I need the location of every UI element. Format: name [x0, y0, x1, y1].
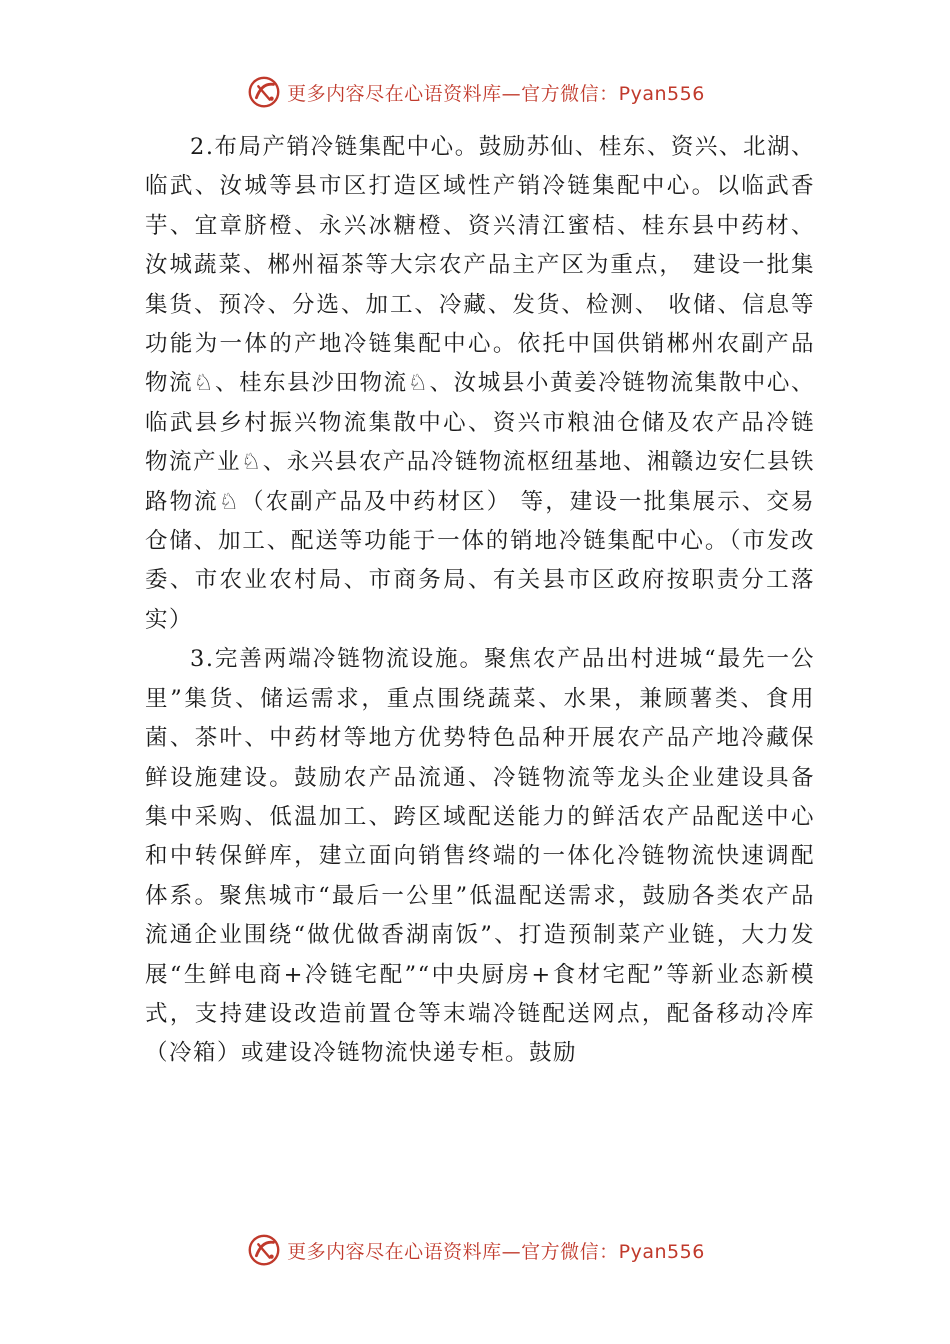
footer-banner-text: 更多内容尽在心语资料库—官方微信：Pyan556 — [287, 1240, 705, 1263]
header-banner — [0, 70, 950, 114]
header-banner-text: 更多内容尽在心语资料库—官方微信：Pyan556 — [287, 82, 705, 105]
paragraph-2: 2.布局产销冷链集配中心。鼓励苏仙、桂东、资兴、北湖、临武、汝城等县市区打造区域性产销冷链集配中心。以临武香芋、宜章脐橙、永兴冰糖橙、资兴清江蜜桔、桂东县中药材、汝城蔬菜、郴州福茶等大宗农产品主产区为重点， 建设一批集集货、预冷、分选、加工、冷藏、发货、检测、 收储、信息等功能为一体的产地冷链集配中心。依托中国供销郴州农副产品物流♘、桂东县沙田物流♘、汝城县小黄姜冷链物流集散中心、临武县乡村振兴物流集散中心、资兴市粮油仓储及农产品冷链物流产业♘、永兴县农产品冷链物流枢纽基地、湘赣边安仁县铁路物流♘（农副产品及中药材区） 等，建设一批集展示、交易仓储、加工、配送等功能于一体的销地冷链集配中心。（市发改委、市农业农村局、市商务局、有关县市区政府按职责分工落实） — [145, 134, 815, 633]
seal-logo-icon — [245, 1231, 283, 1269]
footer-banner — [0, 1228, 950, 1272]
document-body — [145, 128, 815, 1074]
paragraph-3: 3.完善两端冷链物流设施。聚焦农产品出村进城“最先一公里”集货、储运需求，重点围绕蔬菜、水果，兼顾薯类、食用菌、茶叶、中药材等地方优势特色品种开展农产品产地冷藏保鲜设施建设。鼓励农产品流通、冷链物流等龙头企业建设具备集中采购、低温加工、跨区域配送能力的鲜活农产品配送中心和中转保鲜库，建立面向销售终端的一体化冷链物流快速调配体系。聚焦城市“最后一公里”低温配送需求，鼓励各类农产品流通企业围绕“做优做香湖南饭”、打造预制菜产业链，大力发展“生鲜电商+冷链宅配”“中央厨房+食材宅配”等新业态新模式，支持建设改造前置仓等末端冷链配送网点，配备移动冷库（冷箱）或建设冷链物流快递专柜。鼓励 — [145, 646, 815, 1067]
seal-logo-icon — [245, 73, 283, 111]
